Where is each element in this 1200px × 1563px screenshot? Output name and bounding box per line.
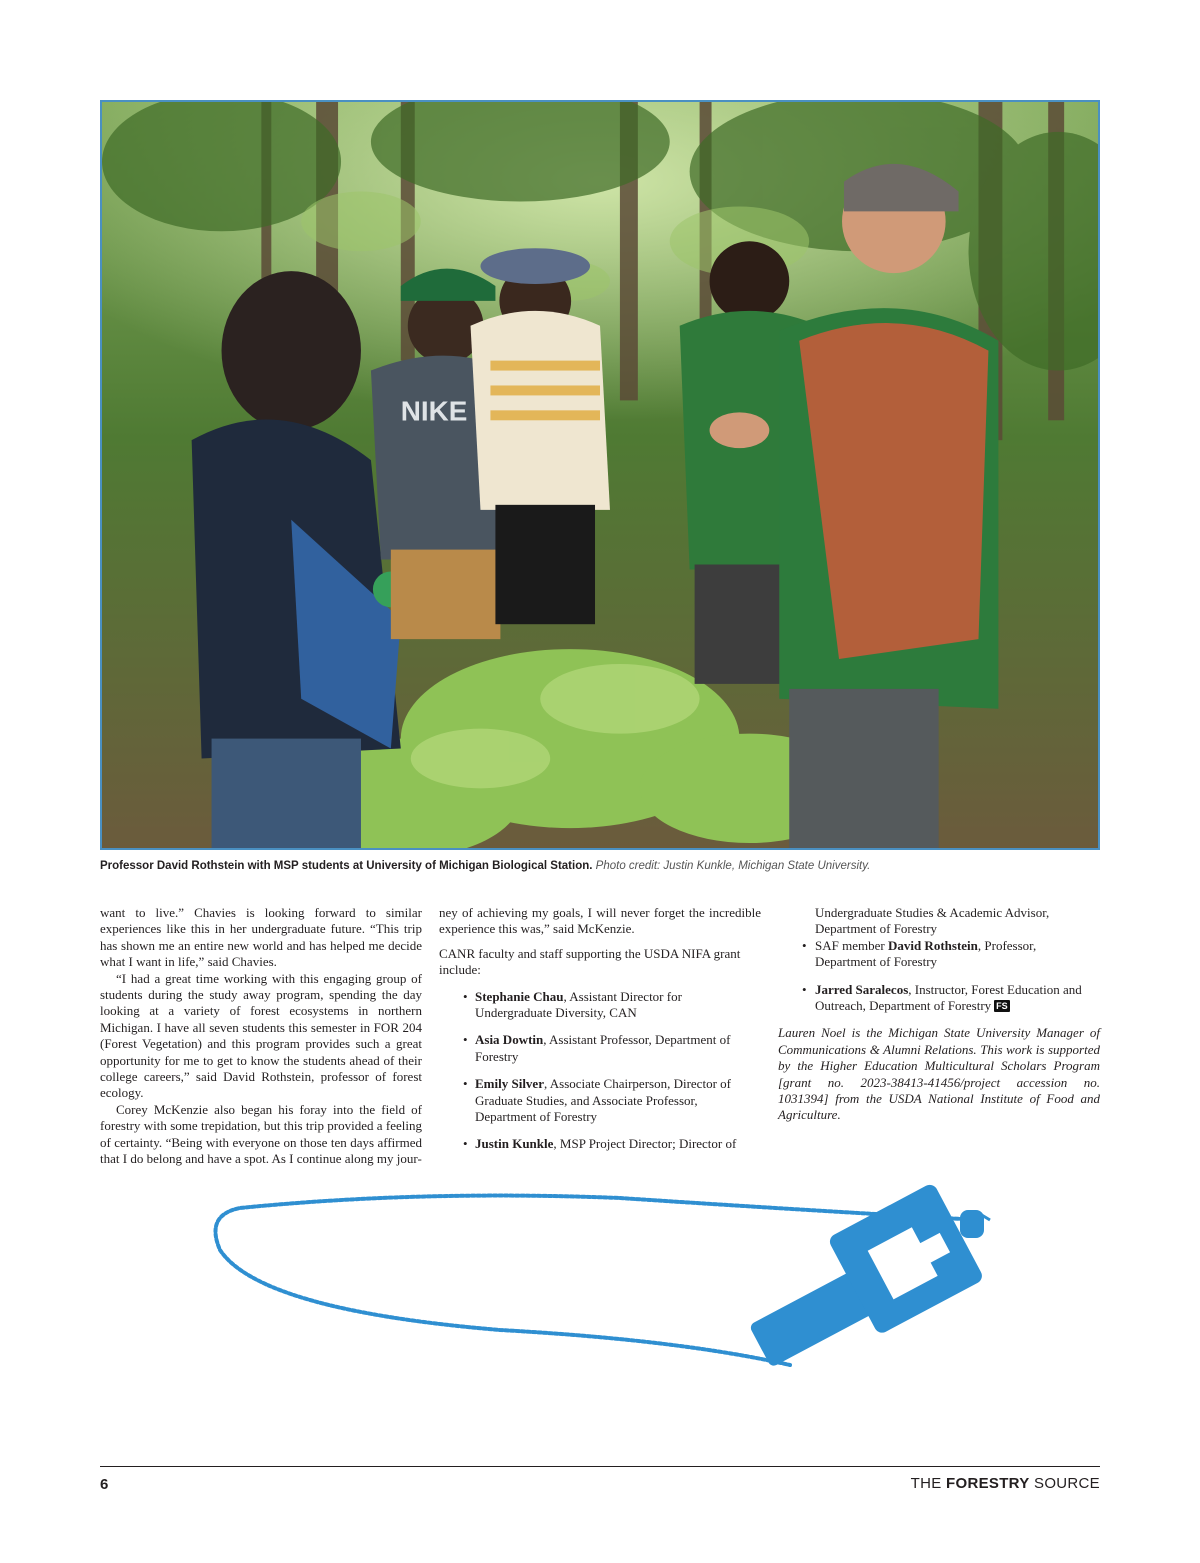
- staff-list: [439, 989, 761, 1153]
- caption-credit: Photo credit: Justin Kunkle, Michigan State University.: [595, 860, 871, 872]
- paragraph: want to live.” Chavies is looking forward to similar experiences like this in her undergraduate future. “This trip has shown me an entire new world and has helped me decide what I want in life,” said Chavies.: [100, 905, 422, 970]
- staff-list: [778, 938, 1100, 1015]
- paragraph: CANR faculty and staff supporting the USDA NIFA grant include:: [439, 945, 741, 978]
- svg-text:NIKE: NIKE: [400, 395, 468, 427]
- footer-rule: [100, 1466, 1100, 1467]
- magazine-bold: FORESTRY: [946, 1475, 1030, 1492]
- list-item: [439, 1032, 761, 1065]
- end-of-story-mark: FS: [996, 1001, 1008, 1012]
- forest-photo-illustration: [102, 102, 1098, 848]
- article-column-2: [439, 905, 761, 1164]
- list-item: [778, 982, 1100, 1015]
- person-name: Justin Kunkle: [475, 1136, 554, 1152]
- person-name: Jarred Saralecos: [815, 981, 909, 997]
- list-item: [778, 938, 1100, 971]
- page-number: 6: [100, 1476, 109, 1493]
- magazine-end: SOURCE: [1029, 1475, 1100, 1492]
- person-name: Asia Dowtin: [475, 1032, 544, 1048]
- author-note: Lauren Noel is the Michigan State University Manager of Communications & Alumni Relations. This work is supported by the Higher Education Multicultural Scholars Program [grant no. 2023-38413-41456/project accession no. 1031394] from the USDA National Institute of Food and Agriculture.: [778, 1025, 1100, 1123]
- person-name: Emily Silver: [475, 1076, 544, 1092]
- magazine-name: [911, 1475, 1100, 1492]
- list-item: [439, 989, 761, 1022]
- person-role: , Professor, Department of Forestry: [815, 937, 1037, 970]
- list-item: [439, 1136, 761, 1152]
- person-role: , Associate Chairperson, Director of Graduate Studies, and Associate Professor, Department of Forestry: [475, 1076, 731, 1125]
- paragraph: “I had a great time working with this engaging group of students during the study away program, spending the day looking at a variety of forest ecosystems in northern Michigan. I have all seven students this semester in FOR 204 (Forest Vegetation) and this program provides such a great opportunity for me to get to know the students ahead of their college careers,” said David Rothstein, professor of forest ecology.: [100, 970, 422, 1101]
- paragraph: Corey McKenzie also began his foray into the field of forestry with some trepidation, but this trip provided a feeling of certainty. “Being with everyone on those ten days affirmed that I do belong and have a spot. As I continue along my jour-: [100, 1101, 422, 1167]
- person-role: , Assistant Director for Undergraduate Diversity, CAN: [475, 988, 682, 1021]
- person-role: , Assistant Professor, Department of Forestry: [475, 1032, 731, 1064]
- person-name: Stephanie Chau: [475, 988, 564, 1004]
- paragraph: ney of achieving my goals, I will never forget the incredible experience this was,” said McKenzie.: [439, 905, 761, 937]
- list-item-continued: Undergraduate Studies & Academic Advisor, Department of Forestry: [815, 905, 1050, 937]
- person-name: David Rothstein: [887, 937, 978, 953]
- person-role: , Instructor, Forest Education and Outreach, Department of Forestry: [815, 981, 1082, 1014]
- feature-photo: [100, 100, 1100, 850]
- caption-lead: Professor David Rothstein with MSP students at University of Michigan Biological Station.: [100, 860, 593, 872]
- person-prefix: SAF member: [815, 937, 888, 953]
- list-item: [439, 1076, 761, 1125]
- article-column-3: [778, 905, 1100, 1124]
- article-column-1: [100, 905, 422, 1168]
- photo-caption: [100, 860, 1100, 872]
- person-role: , MSP Project Director; Director of: [553, 1136, 737, 1152]
- tape-measure-illustration: [200, 1180, 1020, 1440]
- magazine-the: THE: [910, 1475, 947, 1492]
